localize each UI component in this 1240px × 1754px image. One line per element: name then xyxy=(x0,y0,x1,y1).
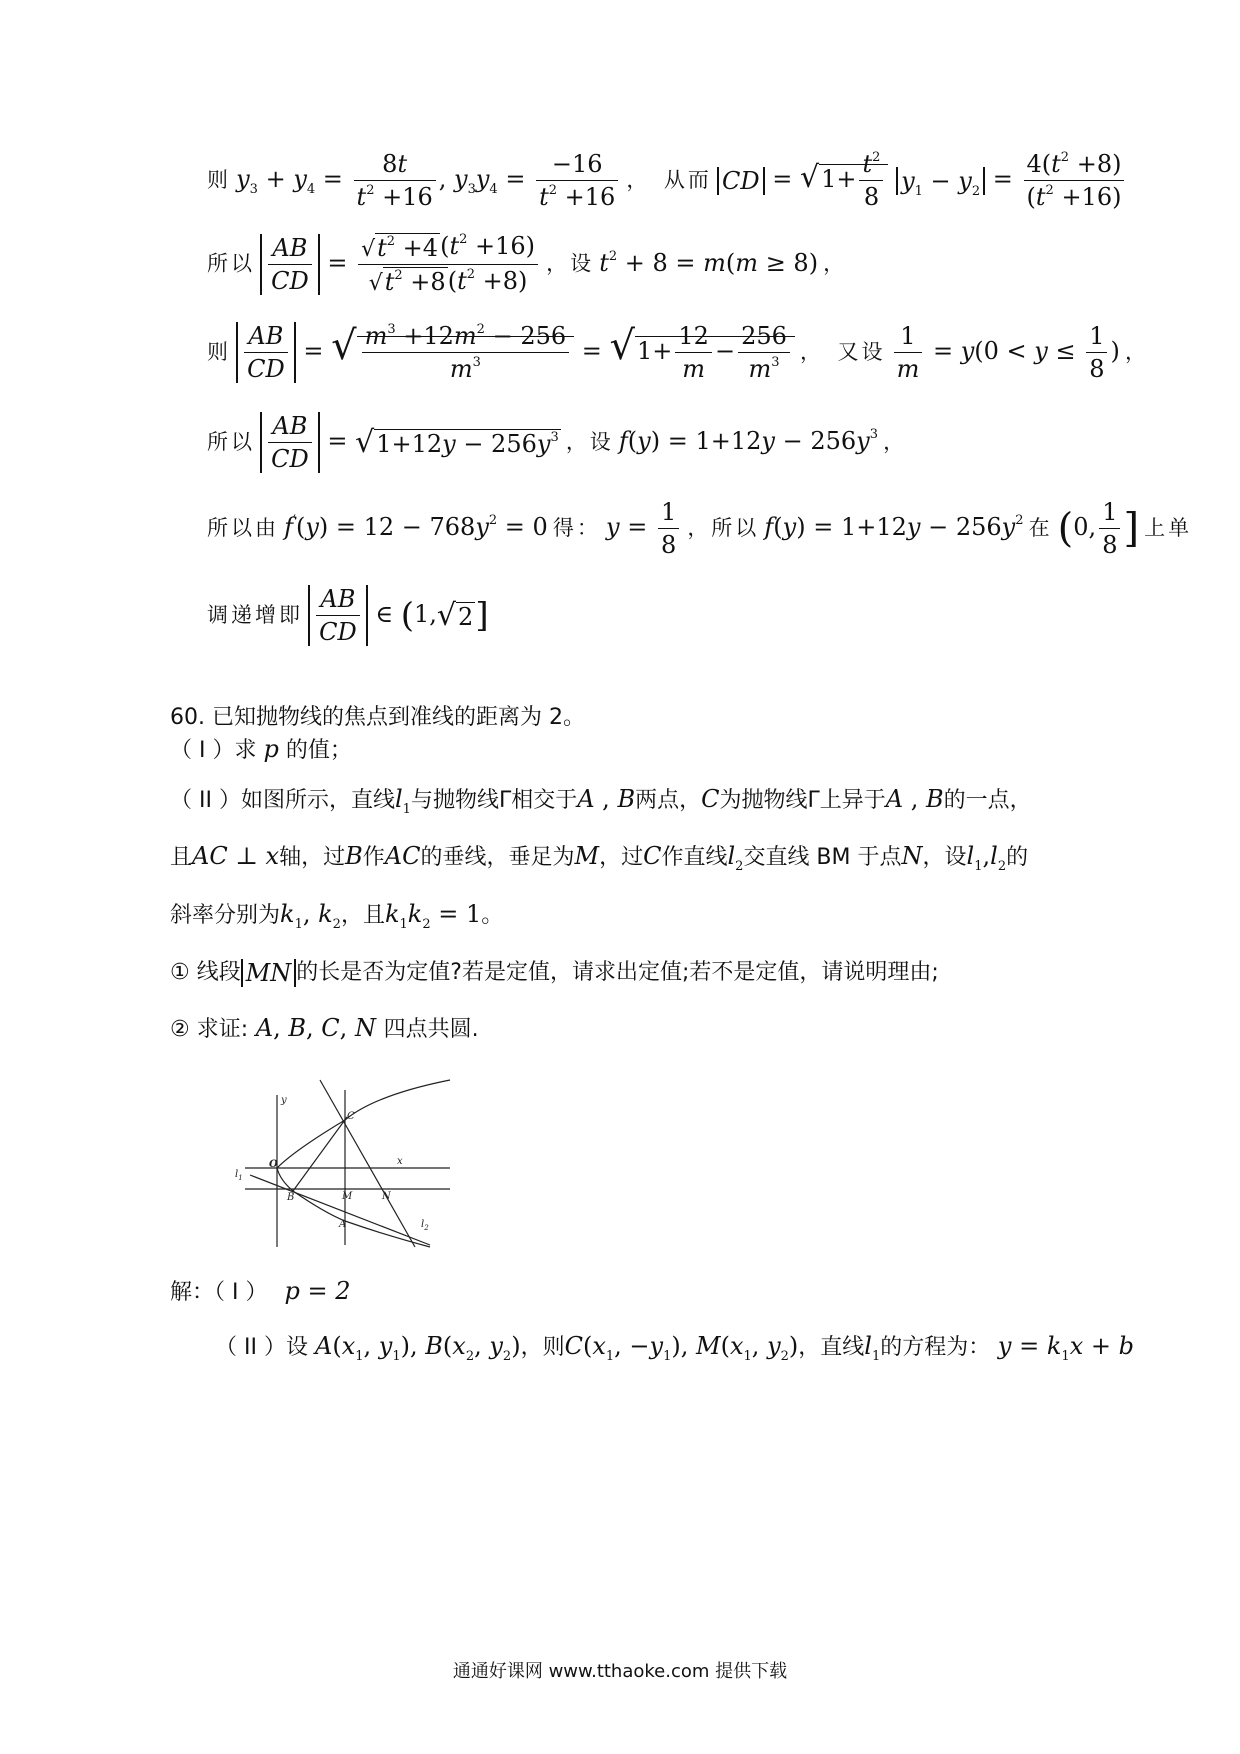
label-y: y xyxy=(281,1095,287,1106)
line3-c: 。 xyxy=(481,903,504,928)
line2-b: 轴，过 xyxy=(279,845,346,870)
formula-fy2: $f(y) = 1+12y - 256y^2$ xyxy=(764,513,1024,541)
problem-part2-line1: （ II ）如图所示，直线$l_1$与抛物线Γ相交于A , B两点，C为抛物线Γ上异于A , B的一点， xyxy=(170,785,1032,817)
label-o: O xyxy=(269,1159,278,1170)
part2-text-b: 与抛物线Γ相交于 xyxy=(410,788,578,813)
problem-statement xyxy=(170,700,585,731)
formula-y-value: y = $\frac{1}{8}$ xyxy=(606,513,682,541)
problem-part2-line3: 斜率分别为$k_1$, $k_2$，且$k_1k_2 = 1$。 xyxy=(170,900,504,932)
part1-text: 的值； xyxy=(285,738,352,763)
text-ze: 则 xyxy=(207,168,231,192)
line2-e: ，过 xyxy=(599,845,644,870)
line2-d: 的垂线，垂足为 xyxy=(420,845,575,870)
eq-line-4 xyxy=(207,412,907,473)
formula-derivative: $f'(y) = 12 - 768y^2 = 0$ xyxy=(284,513,548,541)
formula-ratio-y: $\frac{AB}{CD}$ = $√1+12y - 256y^3$ xyxy=(260,427,561,455)
formula-fy: $f(y) = 1+12y - 256y^3$ xyxy=(618,427,878,455)
label-x: x xyxy=(397,1156,403,1167)
q2-label: ② 求证: xyxy=(170,1017,249,1042)
page-footer: 通通好课网 www.tthaoke.com 提供下载 xyxy=(452,1661,788,1682)
formula-sum-product: $y_3 + y_4$ = $\frac{8t}{t^2 +16}$ , $y_3y_4$ = $\frac{-16}{t^2 +16}$ xyxy=(236,165,621,193)
part2-text-d: 为抛物线Γ上异于 xyxy=(719,788,886,813)
q1-label: ① 线段 xyxy=(170,960,241,985)
problem-text: 已知抛物线的焦点到准线的距离为 2。 xyxy=(212,705,585,730)
label-l2: $l_2$ xyxy=(421,1219,429,1232)
label-a: A xyxy=(339,1219,347,1230)
part2-text-c: 两点， xyxy=(635,788,702,813)
p-value: p = 2 xyxy=(284,1277,351,1305)
line2-f: 作直线 xyxy=(661,845,728,870)
text-shangdan: 上单 xyxy=(1144,516,1193,540)
formula-sub-y: $\frac{1}{m}$ = y(0 < y ≤ $\frac{1}{8}$ ) xyxy=(891,337,1120,365)
solution-part2-b: ，则 xyxy=(520,1335,565,1360)
solution-part2: （ II ）设 $A(x_1$, $y_1$), $B(x_2$, $y_2$)，则$C(x_1$, $-y_1$), $M(x_1$, $y_2$)，直线$l_1$的方程为： $y = k_1x + b$ xyxy=(215,1332,1134,1364)
label-c: C xyxy=(347,1111,355,1122)
line3-b: ，且 xyxy=(340,903,385,928)
part1-label: （ I ）求 xyxy=(170,738,257,763)
problem-part2-line2: 且AC ⊥ x轴，过B作AC的垂线，垂足为M，过C作直线$l_2$交直线 BM 于点N，设$l_1,l_2$的 xyxy=(170,842,1029,874)
solution-part2-c: ，直线 xyxy=(798,1335,865,1360)
eq-line-5 xyxy=(207,498,1192,559)
eq-line-1 xyxy=(207,150,1127,211)
line2-a: 且 xyxy=(170,845,193,870)
formula-sub-m: $t^2 + 8 = m(m \ge 8)$ xyxy=(599,248,819,277)
eq-line-6 xyxy=(207,585,489,646)
q1-text: 的长是否为定值?若是定值，请求出定值;若不是定值，请说明理由; xyxy=(296,960,939,985)
part2-text-e: 的一点， xyxy=(943,788,1032,813)
label-n: N xyxy=(382,1191,391,1202)
text-youshe: ， 又设 xyxy=(799,340,886,364)
text-suoyi: 所以 xyxy=(207,430,255,454)
part2-label: （ II ）如图所示，直线 xyxy=(170,788,395,813)
text-de: 得： xyxy=(552,516,601,540)
line-bc xyxy=(293,1117,347,1191)
text-ze: 则 xyxy=(207,340,231,364)
problem-part1: （ I ）求 p 的值； xyxy=(170,735,352,763)
formula-cd: CD = √1+ $\frac{t^2}{8}$ $y_1 - y_2$ = $\frac{4(t^2 +8)}{(t^2 +16)}$ xyxy=(717,165,1127,193)
line2-i: 的 xyxy=(1006,845,1029,870)
label-m: M xyxy=(342,1191,353,1202)
text-she: ，设 xyxy=(565,430,614,454)
solution-part2-d: 的方程为： xyxy=(880,1335,991,1360)
text-she: ，设 xyxy=(546,251,595,276)
text-comma: ， xyxy=(823,251,848,276)
solution-label: 解：（ I ） xyxy=(170,1280,268,1305)
text-comma: ， xyxy=(1124,340,1149,364)
text-suoyi: ，所以 xyxy=(687,516,760,540)
problem-number: 60. xyxy=(170,705,205,730)
text-suoyi: 所以 xyxy=(207,251,255,276)
formula-ratio: $\frac{AB}{CD}$ = $\frac{√t^2 +4(t^2 +16)}{√t^2 +8(t^2 +8)}$ xyxy=(260,249,541,277)
line3-a: 斜率分别为 xyxy=(170,903,281,928)
text-congeer: ， 从而 xyxy=(626,168,712,192)
solution-part1 xyxy=(170,1275,350,1306)
text-suoyiyou: 所以由 xyxy=(207,516,279,540)
formula-range: $\frac{AB}{CD}$ ∈ (1,√2] xyxy=(308,600,488,628)
line2-g: 交直线 BM 于点 xyxy=(743,845,902,870)
question-2: ② 求证: A, B, C, N 四点共圆. xyxy=(170,1014,479,1042)
parabola-figure xyxy=(225,1075,460,1255)
line2-c: 作 xyxy=(362,845,385,870)
label-l1: $l_1$ xyxy=(235,1169,243,1182)
text-zai: 在 xyxy=(1028,516,1053,540)
eq-line-3 xyxy=(207,322,1149,383)
label-b: B xyxy=(287,1192,295,1203)
line2-h: ，设 xyxy=(922,845,967,870)
eq-line-2 xyxy=(207,232,847,296)
q2-text: 四点共圆. xyxy=(383,1017,479,1042)
text-diaodizeng: 调递增即 xyxy=(207,603,303,627)
question-1: ① 线段 MN 的长是否为定值?若是定值，请求出定值;若不是定值，请说明理由; xyxy=(170,958,939,987)
text-comma: ， xyxy=(883,430,908,454)
solution-part2-label: （ II ）设 xyxy=(215,1335,308,1360)
formula-ratio-m: $\frac{AB}{CD}$ = √ $\frac{m^3 +12m^2 - 256}{m^3}$ = √1+ $\frac{12}{m}$ − $\frac{256}{m^3}$ xyxy=(236,337,795,365)
formula-interval: (0, $\frac{1}{8}$ ] xyxy=(1057,498,1140,559)
